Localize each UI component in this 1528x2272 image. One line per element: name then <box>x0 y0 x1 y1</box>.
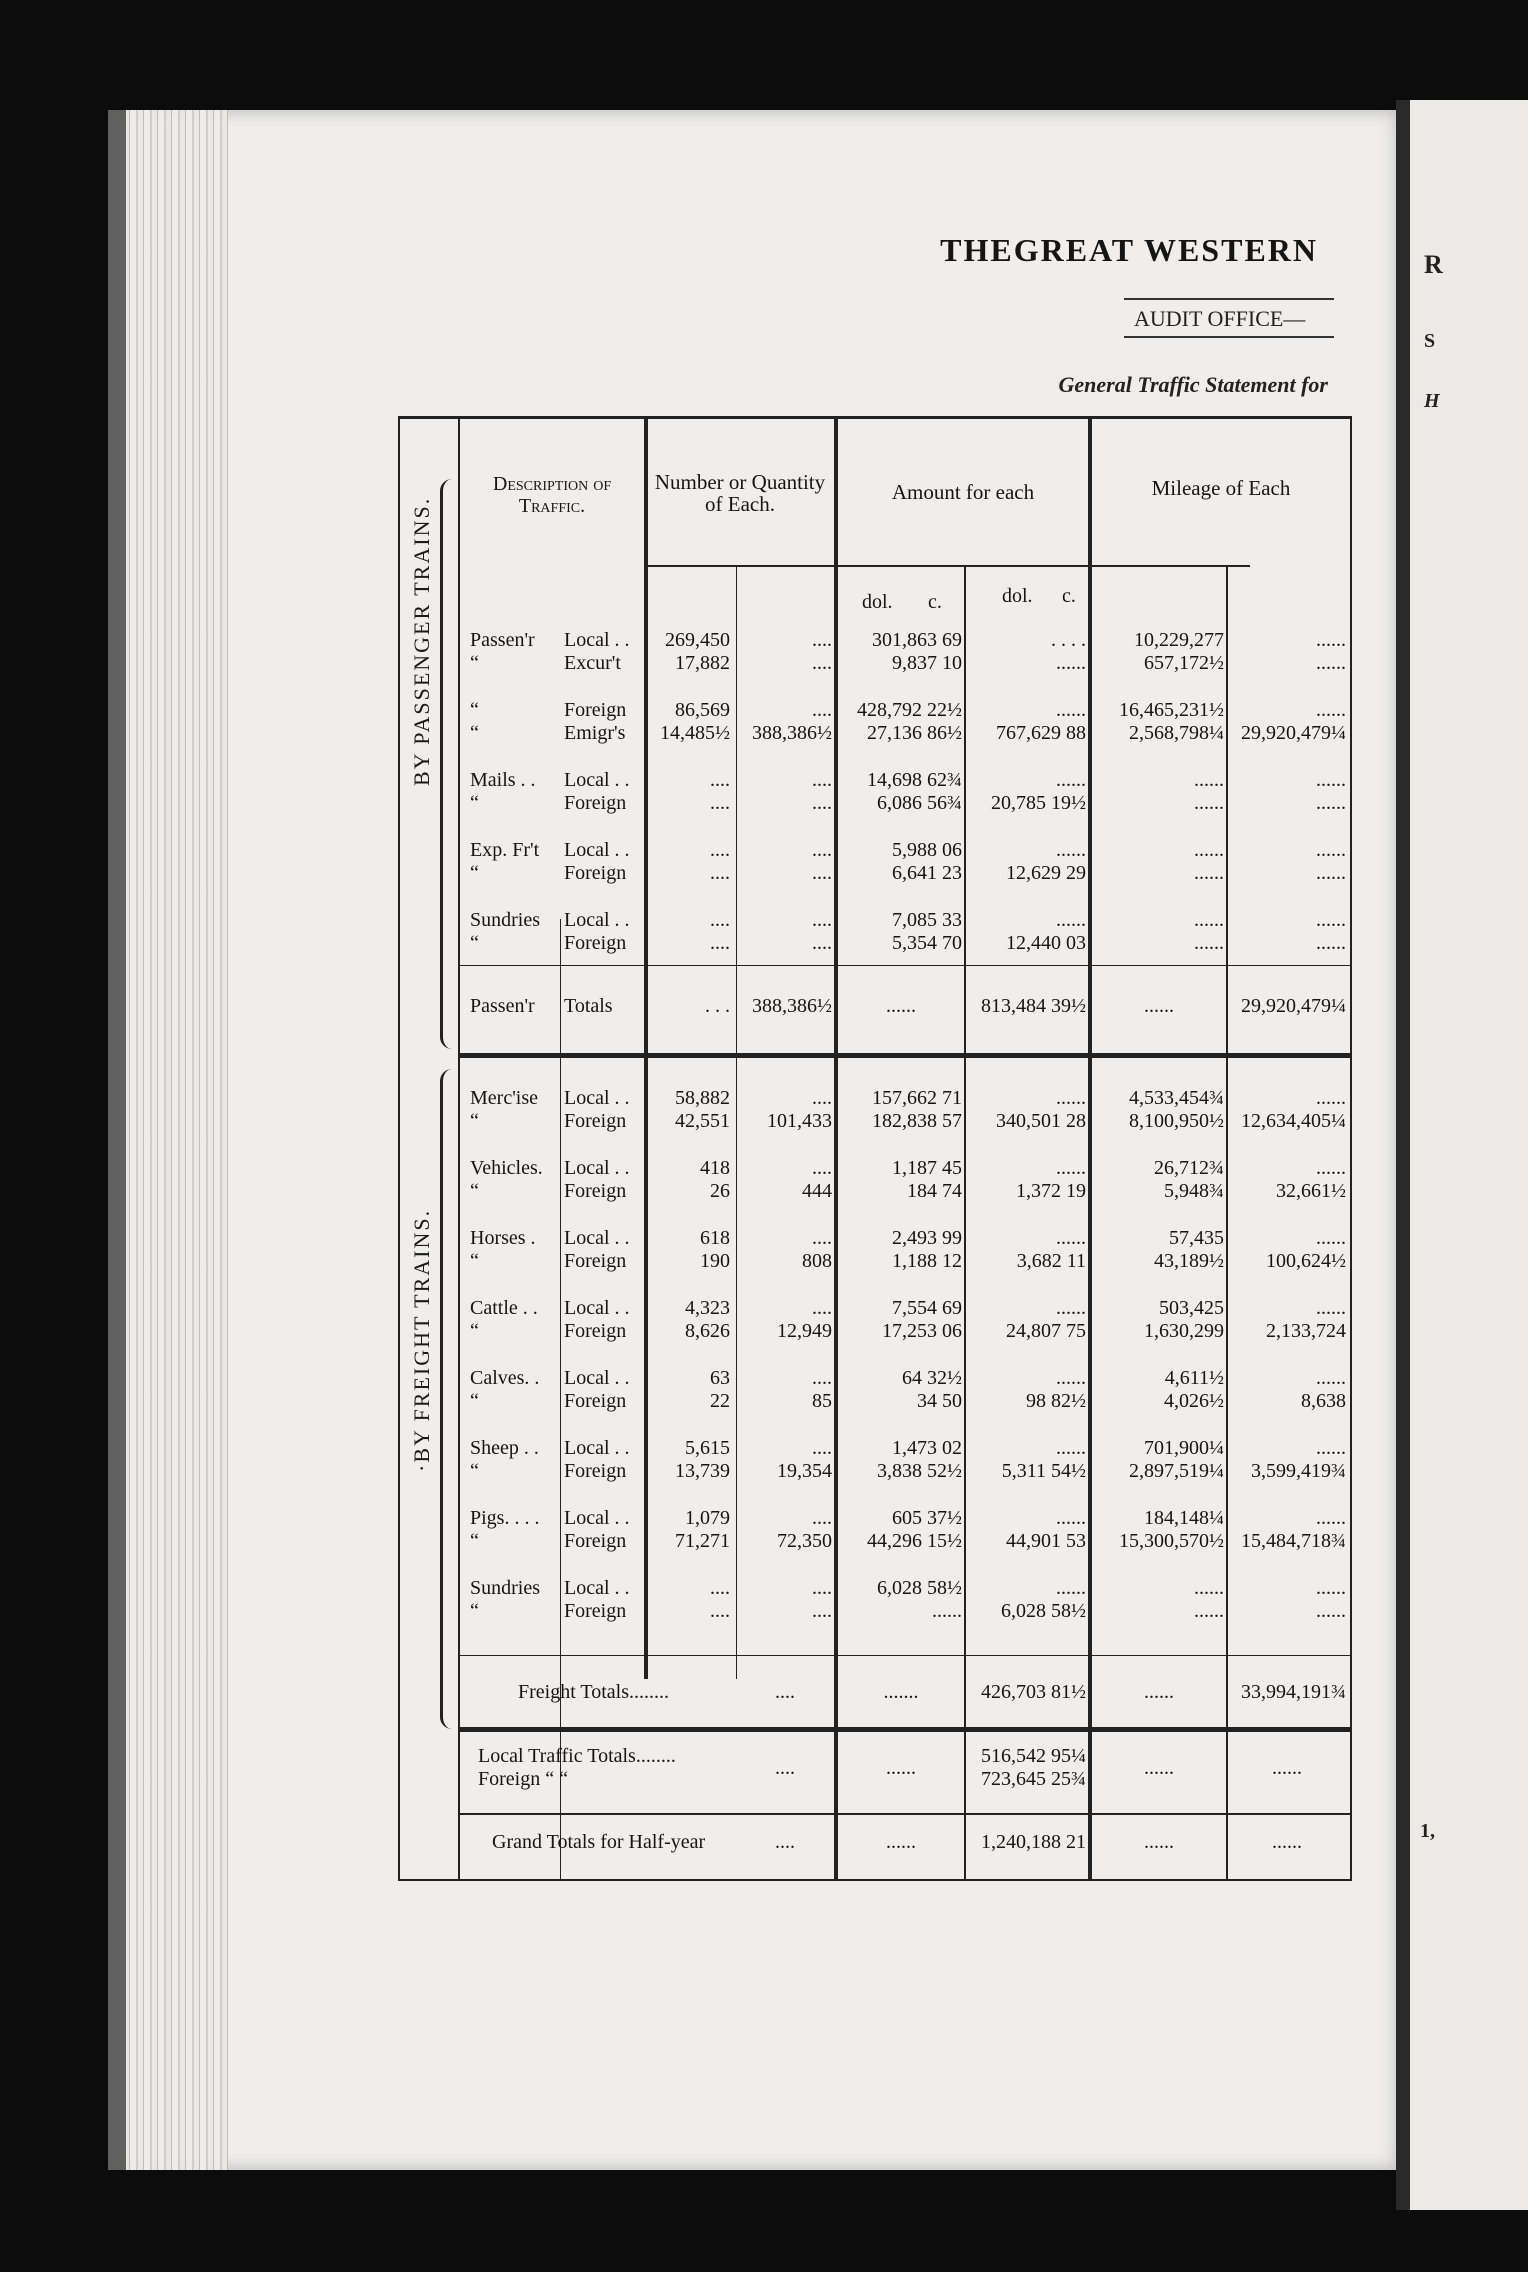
passenger-row-qty: .... <box>710 839 730 861</box>
grand-totals-amt: ...... <box>886 1831 916 1853</box>
passenger-section-label: BY PASSENGER TRAINS. <box>409 496 434 786</box>
local-traffic-totals-amt: 516,542 95¼ <box>981 1745 1086 1767</box>
passenger-row-qty-total: .... <box>812 629 832 651</box>
adjacent-page <box>1396 100 1528 2210</box>
passenger-row-amt: 6,086 56¾ <box>877 792 962 814</box>
freight-row-mile: 15,300,570½ <box>1119 1530 1224 1552</box>
freight-row-qty-total: .... <box>812 1577 832 1599</box>
local-traffic-totals-label: Local Traffic Totals........ <box>478 1745 676 1767</box>
freight-row-kind: Cattle . . <box>470 1297 538 1319</box>
freight-totals-qty-total: .... <box>775 1681 795 1703</box>
passenger-row-amt: 301,863 69 <box>872 629 962 651</box>
freight-row-qty: 26 <box>710 1180 730 1202</box>
freight-row-qty: 8,626 <box>685 1320 730 1342</box>
passenger-row-kind: “ <box>470 699 479 721</box>
freight-row-sub: Local . . <box>564 1437 630 1459</box>
passenger-row-qty: .... <box>710 769 730 791</box>
freight-row-kind: “ <box>470 1320 479 1342</box>
col-number-header: Number or Quantity of Each. <box>654 470 826 516</box>
passenger-row-sub: Local . . <box>564 769 630 791</box>
freight-row-mile-total: 3,599,419¾ <box>1251 1460 1346 1482</box>
freight-row-qty-total: 85 <box>812 1390 832 1412</box>
freight-row-amt-total: 3,682 11 <box>1016 1250 1086 1272</box>
passenger-row-qty-total: .... <box>812 839 832 861</box>
freight-row-mile-total: ...... <box>1316 1507 1346 1529</box>
freight-row-amt: 64 32½ <box>902 1367 962 1389</box>
passenger-totals-amt-total: 813,484 39½ <box>981 995 1086 1017</box>
freight-row-qty-total: 101,433 <box>767 1110 832 1132</box>
passenger-row-mile: ...... <box>1194 769 1224 791</box>
passenger-row-amt-total: ...... <box>1056 652 1086 674</box>
freight-row-qty-total: .... <box>812 1297 832 1319</box>
freight-row-mile: ...... <box>1194 1600 1224 1622</box>
passenger-row-mile: ...... <box>1194 932 1224 954</box>
grand-totals-mile-total: ...... <box>1272 1831 1302 1853</box>
freight-row-kind: Sundries <box>470 1577 540 1599</box>
passenger-totals-amt: ...... <box>886 995 916 1017</box>
foreign-traffic-totals-label: Foreign “ “ <box>478 1768 568 1790</box>
freight-totals-mile: ...... <box>1144 1681 1174 1703</box>
freight-row-mile: 1,630,299 <box>1144 1320 1224 1342</box>
freight-totals-amt: ....... <box>883 1681 919 1703</box>
freight-row-sub: Local . . <box>564 1367 630 1389</box>
freight-row-mile-total: 12,634,405¼ <box>1241 1110 1346 1132</box>
passenger-row-mile: ...... <box>1194 862 1224 884</box>
freight-row-amt: 2,493 99 <box>892 1227 962 1249</box>
adjacent-fragment: 1, <box>1420 1820 1435 1842</box>
passenger-row-kind: “ <box>470 862 479 884</box>
freight-row-amt-total: 6,028 58½ <box>1001 1600 1086 1622</box>
freight-row-kind: Sheep . . <box>470 1437 539 1459</box>
freight-row-mile: 184,148¼ <box>1144 1507 1224 1529</box>
passenger-row-sub: Local . . <box>564 629 630 651</box>
freight-row-sub: Foreign <box>564 1530 627 1552</box>
freight-row-mile: 4,026½ <box>1164 1390 1224 1412</box>
passenger-totals-label: Totals <box>564 995 613 1017</box>
freight-row-amt-total: 1,372 19 <box>1016 1180 1086 1202</box>
passenger-row-mile: 2,568,798¼ <box>1129 722 1224 744</box>
passenger-brace <box>440 479 461 1049</box>
freight-row-amt-total: 44,901 53 <box>1006 1530 1086 1552</box>
freight-row-mile: 503,425 <box>1159 1297 1224 1319</box>
freight-row-amt-total: ...... <box>1056 1367 1086 1389</box>
rule <box>736 565 737 1679</box>
freight-row-mile-total: 8,638 <box>1301 1390 1346 1412</box>
freight-row-amt-total: ...... <box>1056 1227 1086 1249</box>
freight-row-qty-total: 444 <box>802 1180 832 1202</box>
freight-row-mile-total: ...... <box>1316 1157 1346 1179</box>
passenger-row-mile-total: ...... <box>1316 792 1346 814</box>
passenger-row-sub: Foreign <box>564 862 627 884</box>
passenger-row-qty-total: .... <box>812 769 832 791</box>
freight-row-qty: 42,551 <box>675 1110 730 1132</box>
freight-row-sub: Foreign <box>564 1320 627 1342</box>
passenger-row-amt-total: . . . . <box>1051 629 1086 651</box>
freight-row-sub: Foreign <box>564 1110 627 1132</box>
freight-row-amt-total: ...... <box>1056 1157 1086 1179</box>
freight-row-mile: ...... <box>1194 1577 1224 1599</box>
passenger-row-mile-total: ...... <box>1316 839 1346 861</box>
freight-totals-mile-total: 33,994,191¾ <box>1241 1681 1346 1703</box>
passenger-row-kind: Mails . . <box>470 769 536 791</box>
passenger-totals-mile-total: 29,920,479¼ <box>1241 995 1346 1017</box>
passenger-row-amt-total: ...... <box>1056 769 1086 791</box>
passenger-row-sub: Foreign <box>564 699 627 721</box>
passenger-row-amt: 9,837 10 <box>892 652 962 674</box>
freight-row-amt: 1,188 12 <box>892 1250 962 1272</box>
freight-row-qty-total: 808 <box>802 1250 832 1272</box>
freight-section-label: ·BY FREIGHT TRAINS. <box>409 1208 434 1472</box>
freight-row-kind: “ <box>470 1530 479 1552</box>
col-amount-header: Amount for each <box>891 480 1035 504</box>
statement-subtitle: General Traffic Statement for <box>1058 372 1328 397</box>
page-edges <box>108 110 228 2170</box>
traffic-totals-qty: .... <box>775 1757 795 1779</box>
freight-row-amt: 605 37½ <box>892 1507 962 1529</box>
freight-row-kind: Pigs. . . . <box>470 1507 540 1529</box>
rule <box>1088 419 1092 1879</box>
passenger-row-mile: 657,172½ <box>1144 652 1224 674</box>
freight-row-amt: 157,662 71 <box>872 1087 962 1109</box>
freight-row-qty: 5,615 <box>685 1437 730 1459</box>
freight-row-amt: 184 74 <box>907 1180 962 1202</box>
passenger-row-qty-total: .... <box>812 792 832 814</box>
freight-row-mile-total: 15,484,718¾ <box>1241 1530 1346 1552</box>
passenger-row-qty: 86,569 <box>675 699 730 721</box>
passenger-row-mile-total: ...... <box>1316 862 1346 884</box>
adjacent-fragment: R <box>1424 250 1443 279</box>
passenger-row-kind: “ <box>470 932 479 954</box>
passenger-row-mile: ...... <box>1194 909 1224 931</box>
adjacent-fragment: H <box>1424 390 1440 412</box>
freight-row-amt-total: ...... <box>1056 1297 1086 1319</box>
freight-row-mile: 57,435 <box>1169 1227 1224 1249</box>
rule <box>460 1813 1350 1815</box>
rule <box>644 419 648 1679</box>
freight-row-kind: “ <box>470 1600 479 1622</box>
freight-row-qty-total: .... <box>812 1507 832 1529</box>
rule <box>460 1655 1350 1656</box>
freight-row-qty: 22 <box>710 1390 730 1412</box>
traffic-statement-table <box>398 416 1352 1881</box>
freight-row-sub: Foreign <box>564 1460 627 1482</box>
passenger-totals-qty-total: 388,386½ <box>752 995 832 1017</box>
passenger-row-amt: 27,136 86½ <box>867 722 962 744</box>
freight-row-mile-total: ...... <box>1316 1577 1346 1599</box>
passenger-row-amt-total: ...... <box>1056 839 1086 861</box>
freight-row-qty: 71,271 <box>675 1530 730 1552</box>
passenger-row-amt: 5,988 06 <box>892 839 962 861</box>
adjacent-fragment: S <box>1424 330 1436 352</box>
freight-row-qty: 418 <box>700 1157 730 1179</box>
passenger-row-qty: .... <box>710 932 730 954</box>
freight-row-mile: 4,533,454¾ <box>1129 1087 1224 1109</box>
freight-row-qty-total: .... <box>812 1227 832 1249</box>
freight-row-qty: 618 <box>700 1227 730 1249</box>
passenger-row-qty-total: .... <box>812 699 832 721</box>
passenger-row-mile-total: ...... <box>1316 652 1346 674</box>
passenger-row-kind: “ <box>470 652 479 674</box>
freight-row-qty: 58,882 <box>675 1087 730 1109</box>
freight-row-qty: .... <box>710 1577 730 1599</box>
freight-row-sub: Foreign <box>564 1600 627 1622</box>
freight-row-amt: 34 50 <box>917 1390 962 1412</box>
passenger-row-qty-total: .... <box>812 652 832 674</box>
passenger-row-mile: 16,465,231½ <box>1119 699 1224 721</box>
passenger-row-kind: “ <box>470 722 479 744</box>
freight-row-mile: 26,712¾ <box>1154 1157 1224 1179</box>
freight-row-sub: Local . . <box>564 1577 630 1599</box>
freight-row-qty: .... <box>710 1600 730 1622</box>
col-description-header: Description of Traffic. <box>492 473 612 517</box>
freight-row-amt: ...... <box>932 1600 962 1622</box>
freight-row-amt: 7,554 69 <box>892 1297 962 1319</box>
passenger-row-amt: 428,792 22½ <box>857 699 962 721</box>
traffic-totals-mile-total: ...... <box>1272 1757 1302 1779</box>
freight-row-kind: “ <box>470 1110 479 1132</box>
freight-row-qty-total: .... <box>812 1087 832 1109</box>
grand-totals-amt-total: 1,240,188 21 <box>981 1831 1086 1853</box>
passenger-row-sub: Foreign <box>564 792 627 814</box>
freight-row-sub: Foreign <box>564 1390 627 1412</box>
col-mileage-header: Mileage of Each <box>1151 476 1291 500</box>
traffic-totals-mile: ...... <box>1144 1757 1174 1779</box>
freight-row-amt: 182,838 57 <box>872 1110 962 1132</box>
passenger-row-amt-total: ...... <box>1056 909 1086 931</box>
freight-row-amt-total: 98 82½ <box>1026 1390 1086 1412</box>
freight-row-sub: Foreign <box>564 1180 627 1202</box>
freight-row-sub: Local . . <box>564 1227 630 1249</box>
freight-row-amt-total: 340,501 28 <box>996 1110 1086 1132</box>
freight-totals-label: Freight Totals........ <box>518 1681 670 1703</box>
passenger-row-sub: Excur't <box>564 652 621 674</box>
passenger-row-mile-total: ...... <box>1316 629 1346 651</box>
rule <box>644 565 1250 567</box>
passenger-row-mile: 10,229,277 <box>1134 629 1224 651</box>
rule <box>834 419 838 1879</box>
freight-row-mile: 43,189½ <box>1154 1250 1224 1272</box>
freight-row-kind: “ <box>470 1390 479 1412</box>
passenger-row-kind: Sundries <box>470 909 540 931</box>
freight-row-sub: Local . . <box>564 1157 630 1179</box>
passenger-row-qty: 14,485½ <box>660 722 730 744</box>
passenger-row-mile: ...... <box>1194 792 1224 814</box>
unit-cents: c. <box>928 591 942 613</box>
unit-cents: c. <box>1062 585 1076 607</box>
freight-row-amt: 6,028 58½ <box>877 1577 962 1599</box>
passenger-row-qty: .... <box>710 792 730 814</box>
freight-row-mile-total: 2,133,724 <box>1266 1320 1346 1342</box>
passenger-row-kind: Passen'r <box>470 629 535 651</box>
grand-totals-mile: ...... <box>1144 1831 1174 1853</box>
rule <box>560 919 561 1879</box>
freight-row-kind: “ <box>470 1460 479 1482</box>
freight-row-qty: 4,323 <box>685 1297 730 1319</box>
freight-row-qty-total: 19,354 <box>777 1460 832 1482</box>
freight-row-sub: Local . . <box>564 1507 630 1529</box>
rule <box>460 1727 1350 1732</box>
passenger-row-mile-total: 29,920,479¼ <box>1241 722 1346 744</box>
freight-row-qty: 63 <box>710 1367 730 1389</box>
audit-office-label: AUDIT OFFICE— <box>1124 298 1334 338</box>
passenger-row-amt-total: 12,440 03 <box>1006 932 1086 954</box>
freight-row-qty-total: .... <box>812 1367 832 1389</box>
passenger-row-sub: Local . . <box>564 839 630 861</box>
freight-row-mile-total: ...... <box>1316 1437 1346 1459</box>
passenger-row-qty-total: .... <box>812 909 832 931</box>
passenger-row-kind: “ <box>470 792 479 814</box>
freight-row-mile: 2,897,519¼ <box>1129 1460 1224 1482</box>
freight-row-qty-total: 12,949 <box>777 1320 832 1342</box>
passenger-row-amt-total: 12,629 29 <box>1006 862 1086 884</box>
passenger-row-qty: .... <box>710 909 730 931</box>
unit-dol: dol. <box>1002 585 1033 607</box>
freight-row-mile: 4,611½ <box>1164 1367 1224 1389</box>
passenger-row-qty: 269,450 <box>665 629 730 651</box>
freight-row-mile-total: 100,624½ <box>1266 1250 1346 1272</box>
rule <box>460 965 1350 966</box>
freight-row-mile-total: 32,661½ <box>1276 1180 1346 1202</box>
unit-dol: dol. <box>862 591 893 613</box>
passenger-row-qty: 17,882 <box>675 652 730 674</box>
passenger-row-qty-total: 388,386½ <box>752 722 832 744</box>
passenger-row-qty: .... <box>710 862 730 884</box>
page-title: THEGREAT WESTERN <box>940 232 1318 268</box>
freight-row-sub: Local . . <box>564 1297 630 1319</box>
freight-row-qty-total: 72,350 <box>777 1530 832 1552</box>
passenger-totals-kind: Passen'r <box>470 995 535 1017</box>
passenger-totals-qty: . . . <box>705 995 730 1017</box>
freight-row-amt-total: ...... <box>1056 1437 1086 1459</box>
freight-row-mile-total: ...... <box>1316 1600 1346 1622</box>
freight-row-amt: 44,296 15½ <box>867 1530 962 1552</box>
passenger-totals-mile: ...... <box>1144 995 1174 1017</box>
grand-totals-label: Grand Totals for Half-year <box>492 1831 706 1853</box>
passenger-row-mile-total: ...... <box>1316 932 1346 954</box>
passenger-row-qty-total: .... <box>812 862 832 884</box>
passenger-row-qty-total: .... <box>812 932 832 954</box>
traffic-totals-amt: ...... <box>886 1757 916 1779</box>
freight-row-sub: Local . . <box>564 1087 630 1109</box>
foreign-traffic-totals-amt: 723,645 25¾ <box>981 1768 1086 1790</box>
passenger-row-mile: ...... <box>1194 839 1224 861</box>
passenger-row-amt: 6,641 23 <box>892 862 962 884</box>
passenger-row-mile-total: ...... <box>1316 769 1346 791</box>
passenger-row-amt: 14,698 62¾ <box>867 769 962 791</box>
passenger-row-amt: 7,085 33 <box>892 909 962 931</box>
freight-row-mile-total: ...... <box>1316 1087 1346 1109</box>
freight-row-amt-total: ...... <box>1056 1507 1086 1529</box>
freight-row-qty: 1,079 <box>685 1507 730 1529</box>
freight-row-kind: Calves. . <box>470 1367 540 1389</box>
freight-row-qty: 190 <box>700 1250 730 1272</box>
freight-totals-amt-total: 426,703 81½ <box>981 1681 1086 1703</box>
freight-row-amt: 3,838 52½ <box>877 1460 962 1482</box>
freight-row-mile: 701,900¼ <box>1144 1437 1224 1459</box>
passenger-row-amt-total: 767,629 88 <box>996 722 1086 744</box>
rule <box>460 1053 1350 1058</box>
passenger-row-sub: Local . . <box>564 909 630 931</box>
passenger-row-kind: Exp. Fr't <box>470 839 540 861</box>
passenger-row-mile-total: ...... <box>1316 699 1346 721</box>
freight-row-amt-total: ...... <box>1056 1577 1086 1599</box>
freight-row-mile-total: ...... <box>1316 1297 1346 1319</box>
freight-row-mile-total: ...... <box>1316 1227 1346 1249</box>
freight-row-amt: 1,187 45 <box>892 1157 962 1179</box>
freight-row-kind: “ <box>470 1250 479 1272</box>
freight-row-mile: 8,100,950½ <box>1129 1110 1224 1132</box>
freight-row-mile: 5,948¾ <box>1164 1180 1224 1202</box>
freight-row-qty: 13,739 <box>675 1460 730 1482</box>
freight-row-amt: 1,473 02 <box>892 1437 962 1459</box>
grand-totals-qty: .... <box>775 1831 795 1853</box>
freight-row-qty-total: .... <box>812 1600 832 1622</box>
freight-row-amt-total: 24,807 75 <box>1006 1320 1086 1342</box>
freight-row-kind: Merc'ise <box>470 1087 539 1109</box>
freight-row-kind: “ <box>470 1180 479 1202</box>
freight-row-kind: Horses . <box>470 1227 536 1249</box>
passenger-row-amt-total: ...... <box>1056 699 1086 721</box>
passenger-row-sub: Emigr's <box>564 722 626 744</box>
freight-row-mile-total: ...... <box>1316 1367 1346 1389</box>
freight-row-amt-total: 5,311 54½ <box>1001 1460 1086 1482</box>
passenger-row-amt-total: 20,785 19½ <box>991 792 1086 814</box>
freight-row-qty-total: .... <box>812 1157 832 1179</box>
passenger-row-amt: 5,354 70 <box>892 932 962 954</box>
freight-row-amt-total: ...... <box>1056 1087 1086 1109</box>
freight-row-amt: 17,253 06 <box>882 1320 962 1342</box>
passenger-row-mile-total: ...... <box>1316 909 1346 931</box>
freight-row-sub: Foreign <box>564 1250 627 1272</box>
passenger-row-sub: Foreign <box>564 932 627 954</box>
freight-row-kind: Vehicles. <box>470 1157 543 1179</box>
freight-row-qty-total: .... <box>812 1437 832 1459</box>
freight-brace <box>440 1069 461 1729</box>
